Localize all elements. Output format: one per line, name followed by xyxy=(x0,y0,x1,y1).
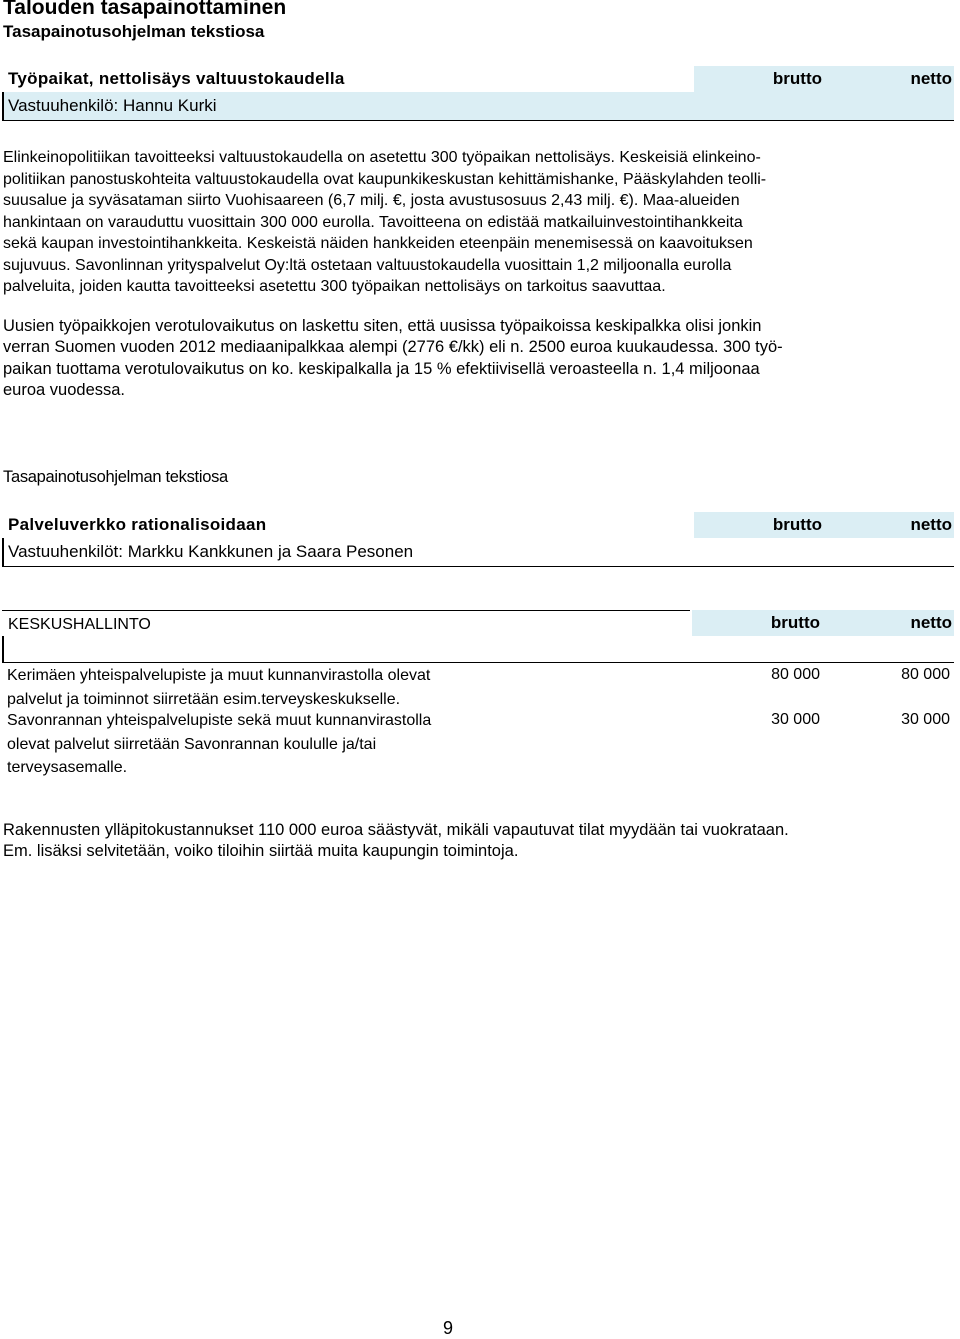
section1-paragraph2 xyxy=(3,316,903,402)
row-description: Savonrannan yhteispalvelupiste sekä muut kunnanvirastolla xyxy=(7,712,432,729)
section1-responsible-row xyxy=(2,92,954,121)
section2-col-netto: netto xyxy=(910,515,952,534)
paragraph-line: sekä kaupan investointihankkeita. Keskeistä näiden hankkeiden eteenpäin menemisessä on kaavoituksen xyxy=(3,235,753,252)
row-brutto-value: 30 000 xyxy=(771,711,820,728)
row-netto-value: 80 000 xyxy=(901,666,950,683)
table-row xyxy=(7,709,431,780)
section-label: Tasapainotusohjelman tekstiosa xyxy=(3,468,228,486)
row-brutto-value: 80 000 xyxy=(771,666,820,683)
paragraph-line: euroa vuodessa. xyxy=(3,381,126,400)
section1-paragraph1 xyxy=(3,147,903,298)
section1-responsible: Vastuuhenkilö: Hannu Kurki xyxy=(8,96,217,115)
section1-col-netto: netto xyxy=(910,69,952,88)
paragraph-line: politiikan panostuskohteita valtuustokaudella ovat kaupunkikeskustan kehittämishanke, Pääskylahden teolli- xyxy=(3,170,767,188)
paragraph-line: Elinkeinopolitiikan tavoitteeksi valtuustokaudella on asetettu 300 työpaikan nettolisäys. Keskeisiä elinkeino- xyxy=(3,149,761,166)
section2-title: Palveluverkko rationalisoidaan xyxy=(8,515,267,534)
paragraph-line: Em. lisäksi selvitetään, voiko tiloihin siirtää muita kaupungin toimintoja. xyxy=(3,842,519,861)
paragraph-line: Uusien työpaikkojen verotulovaikutus on laskettu siten, että uusissa työpaikoissa keskipalkka olisi jonkin xyxy=(3,317,762,335)
footer-paragraph xyxy=(3,820,903,863)
page-subtitle: Tasapainotusohjelman tekstiosa xyxy=(3,22,265,41)
keskushallinto-header xyxy=(2,610,954,636)
row-description: olevat palvelut siirretään Savonrannan koululle ja/tai xyxy=(7,735,377,753)
section1-title: Työpaikat, nettolisäys valtuustokaudella xyxy=(8,69,345,88)
keskushallinto-col-netto: netto xyxy=(910,613,952,632)
row-description: palvelut ja toiminnot siirretään esim.terveyskeskukselle. xyxy=(7,690,401,708)
section2-responsible: Vastuuhenkilöt: Markku Kankkunen ja Saara Pesonen xyxy=(8,542,414,561)
section1-col-brutto: brutto xyxy=(772,69,822,88)
page-title: Talouden tasapainottaminen xyxy=(3,0,287,19)
row-description: terveysasemalle. xyxy=(7,759,128,776)
paragraph-line: palveluita, joiden kautta tavoitteeksi asetettu 300 työpaikan nettolisäys on tarkoitus saavuttaa. xyxy=(3,278,666,295)
row-netto-value: 30 000 xyxy=(901,711,950,728)
paragraph-line: suusalue ja syväsataman siirto Vuohisaareen (6,7 milj. €, josta avustusosuus 2,43 milj. €). Maa-alueiden xyxy=(3,192,740,209)
paragraph-line: paikan tuottama verotulovaikutus on ko. keskipalkalla ja 15 % efektiivisellä veroasteella n. 1,4 miljoonaa xyxy=(3,359,760,378)
keskushallinto-label: KESKUSHALLINTO xyxy=(8,616,151,633)
keskushallinto-col-brutto: brutto xyxy=(770,613,820,632)
section2-col-brutto: brutto xyxy=(772,515,822,534)
keskushallinto-empty-row xyxy=(2,636,954,663)
paragraph-line: verran Suomen vuoden 2012 mediaanipalkkaa alempi (2776 €/kk) eli n. 2500 euroa kuukaudessa. 300 työ- xyxy=(3,338,783,357)
paragraph-line: Rakennusten ylläpitokustannukset 110 000 euroa säästyvät, mikäli vapautuvat tilat myydään tai vuokrataan. xyxy=(3,821,789,839)
section2-responsible-row xyxy=(2,538,954,567)
page-number: 9 xyxy=(443,1318,454,1338)
paragraph-line: hankintaan on varauduttu vuosittain 300 000 eurolla. Tavoitteena on edistää matkailuinvestointihankkeita xyxy=(3,213,743,231)
paragraph-line: sujuvuus. Savonlinnan yrityspalvelut Oy:ltä ostetaan valtuustokaudella vuosittain 1,2 miljoonalla eurolla xyxy=(3,256,732,274)
table-row xyxy=(7,664,430,711)
row-description: Kerimäen yhteispalvelupiste ja muut kunnanvirastolla olevat xyxy=(7,667,431,684)
